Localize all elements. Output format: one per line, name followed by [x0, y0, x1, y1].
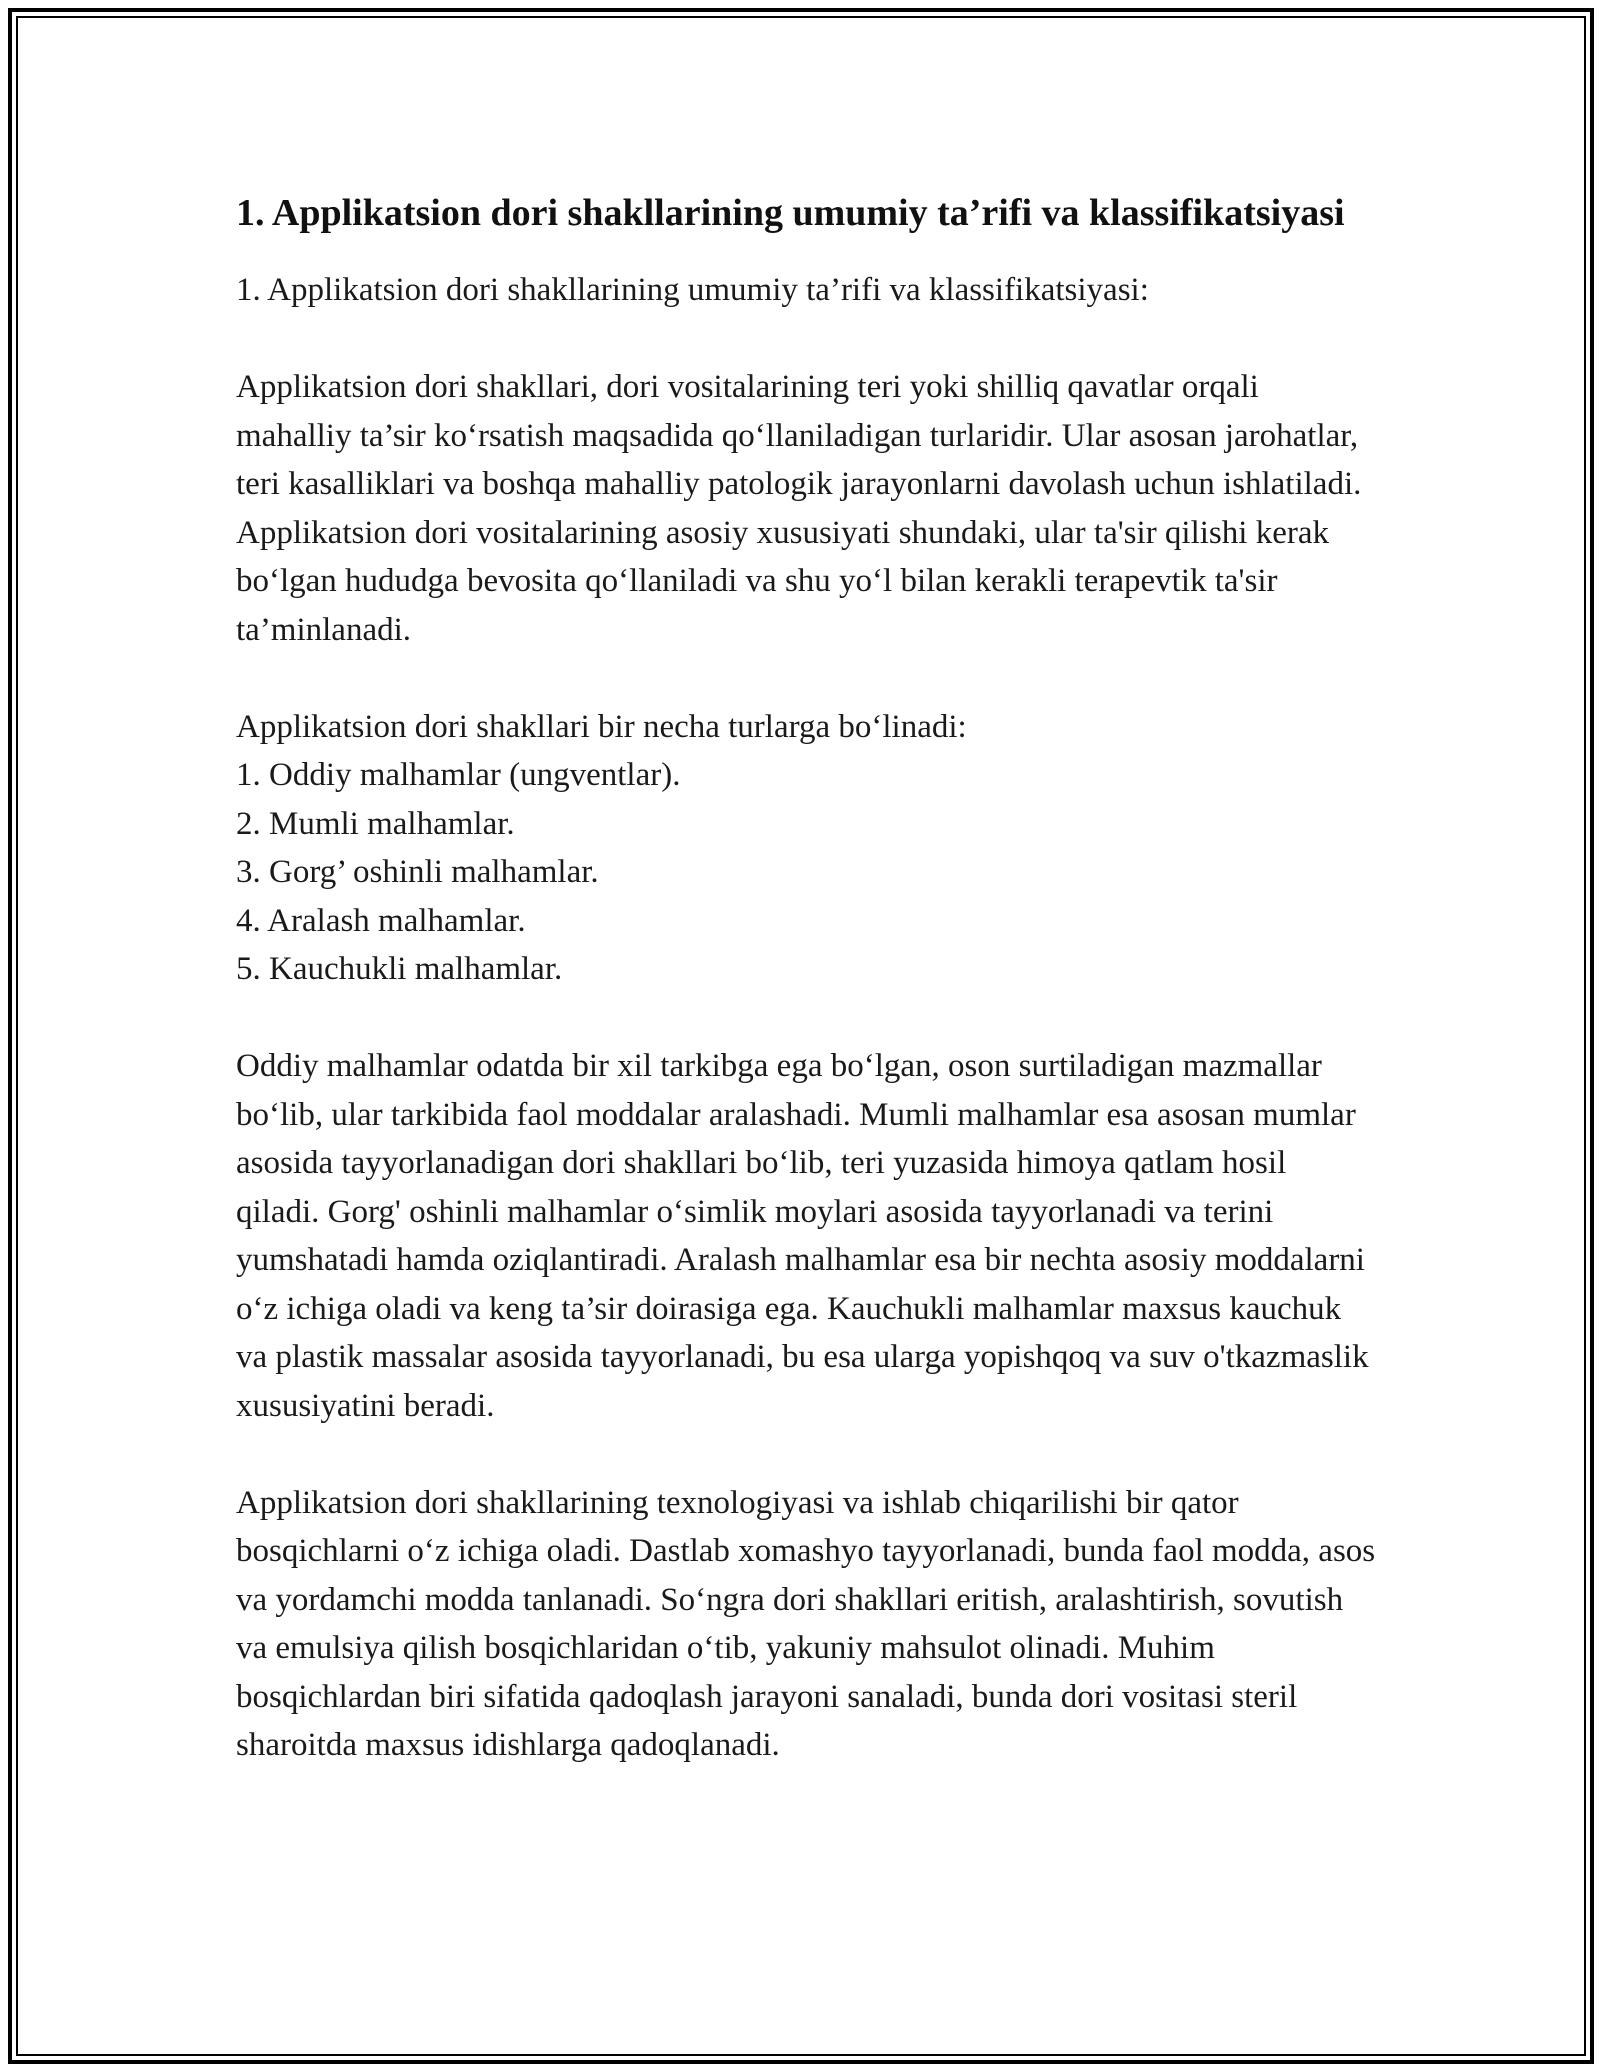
list-item: 1. Oddiy malhamlar (ungventlar).	[236, 757, 681, 793]
types-list	[236, 751, 1376, 994]
paragraph-types: Oddiy malhamlar odatda bir xil tarkibga ega bo‘lgan, oson surtiladigan mazmallar bo‘lib, ular tarkibida faol moddalar aralashadi. Mumli malhamlar esa asosan mumlar asosida tayyorlanadigan dori shakllari bo‘lib, teri yuzasida himoya qatlam hosil qiladi. Gorg' oshinli malhamlar o‘simlik moylari asosida tayyorlanadi va terini yumshatadi hamda oziqlantiradi. Aralash malhamlar esa bir nechta asosiy moddalarni o‘z ichiga oladi va keng ta’sir doirasiga ega. Kauchukli malhamlar maxsus kauchuk va plastik massalar asosida tayyorlanadi, bu esa ularga yopishqoq va suv o'tkazmaslik xususiyatini beradi.	[236, 1048, 1369, 1424]
spacer	[236, 994, 1376, 1043]
section-subheading: 1. Applikatsion dori shakllarining umumiy ta’rifi va klassifikatsiyasi:	[236, 272, 1149, 308]
list-item: 4. Aralash malhamlar.	[236, 902, 526, 939]
spacer	[236, 315, 1376, 364]
spacer	[236, 654, 1376, 703]
paragraph-technology: Applikatsion dori shakllarining texnologiyasi va ishlab chiqarilishi bir qator bosqichlarni o‘z ichiga oladi. Dastlab xomashyo tayyorlanadi, bunda faol modda, asos va yordamchi modda tanlanadi. So‘ngra dori shakllari eritish, aralashtirish, sovutish va emulsiya qilish bosqichlaridan o‘tib, yakuniy mahsulot olinadi. Muhim bosqichlardan biri sifatida qadoqlash jarayoni sanaladi, bunda dori vositasi steril sharoitda maxsus idishlarga qadoqlanadi.	[236, 1484, 1376, 1763]
list-item: 2. Mumli malhamlar.	[236, 805, 515, 842]
list-intro: Applikatsion dori shakllari bir necha turlarga bo‘linadi:	[236, 708, 967, 745]
spacer	[236, 1430, 1376, 1479]
document-body	[236, 186, 1376, 1770]
list-item: 5. Kauchukli malhamlar.	[236, 951, 563, 987]
document-heading: 1. Applikatsion dori shakllarining umumiy ta’rifi va klassifikatsiyasi	[236, 192, 1345, 234]
paragraph-definition: Applikatsion dori shakllari, dori vositalarining teri yoki shilliq qavatlar orqali mahalliy ta’sir ko‘rsatish maqsadida qo‘llaniladigan turlaridir. Ular asosan jarohatlar, teri kasalliklari va boshqa mahalliy patologik jarayonlarni davolash uchun ishlatiladi. Applikatsion dori vositalarining asosiy xususiyati shundaki, ular ta'sir qilishi kerak bo‘lgan hududga bevosita qo‘llaniladi va shu yo‘l bilan kerakli terapevtik ta'sir ta’minlanadi.	[236, 369, 1362, 648]
list-item: 3. Gorg’ oshinli malhamlar.	[236, 854, 599, 890]
